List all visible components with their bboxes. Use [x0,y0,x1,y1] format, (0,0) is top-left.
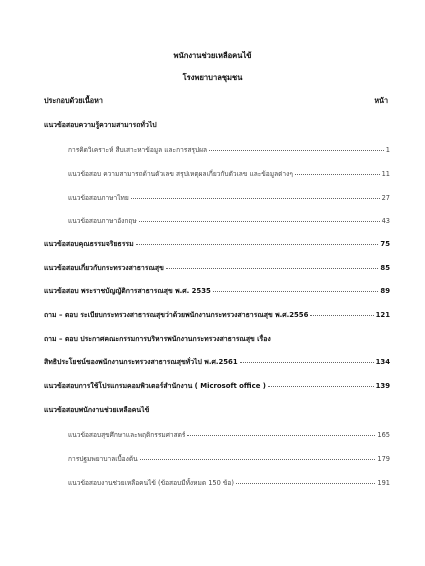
toc-section-announcement [44,334,390,345]
dot-leader [240,362,374,363]
toc-entry [68,215,390,226]
toc-entry-page: 11 [381,170,390,178]
dot-leader [131,198,380,199]
toc-section-general [44,120,388,131]
dot-leader [209,150,384,151]
toc-entry-text: สิทธิประโยชน์ของพนักงานกระทรวงสาธารณสุขทั่วไป พ.ศ.2561 [44,358,238,366]
toc-entry-text: แนวข้อสอบสุขศึกษาและพฤติกรรมศาสตร์ [68,431,186,439]
dot-leader [166,268,379,269]
toc-entry-text: แนวข้อสอบ ความสามารถด้านตัวเลข สรุปเหตุผลเกี่ยวกับตัวเลข และข้อมูลต่างๆ [68,170,293,178]
toc-entry-page: 27 [381,194,390,202]
dot-leader [136,244,379,245]
toc-entry [68,192,390,203]
toc-section-ministry [44,263,390,274]
dot-leader [268,386,374,387]
dot-leader [187,435,375,436]
contents-header [44,96,388,107]
dot-leader [140,459,376,460]
dot-leader [295,174,380,175]
toc-section-public-health-act [44,286,390,297]
document-subtitle: โรงพยาบาลชุมชน [182,73,243,82]
toc-entry-text: แนวข้อสอบคุณธรรมจริยธรรม [44,240,134,248]
toc-entry [68,144,390,155]
toc-entry-text: แนวข้อสอบการใช้โปรแกรมคอมพิวเตอร์สำนักงาน ( Microsoft office ) [44,382,266,390]
page-column-label: หน้า [374,96,388,105]
toc-entry-page: 43 [381,217,390,225]
toc-entry-text: แนวข้อสอบ พระราชบัญญัติการสาธารณสุข พ.ศ. 2535 [44,287,211,295]
toc-entry-page: 75 [380,240,390,248]
toc-entry-text: แนวข้อสอบภาษาไทย [68,194,129,202]
dot-leader [310,315,373,316]
toc-entry [68,453,390,464]
contents-label: ประกอบด้วยเนื้อหา [44,96,103,105]
toc-entry-text: ถาม – ตอบ ระเบียบกระทรวงสาธารณสุขว่าด้วยพนักงานกระทรวงสาธารณสุข พ.ศ.2556 [44,311,309,319]
toc-entry-text: แนวข้อสอบภาษาอังกฤษ [68,217,137,225]
toc-entry-text: แนวข้อสอบเกี่ยวกับกระทรวงสาธารณสุข [44,264,164,272]
document-title: พนักงานช่วยเหลือคนไข้ [173,51,252,60]
toc-entry-page: 134 [375,358,390,366]
toc-entry [68,429,390,440]
toc-section-ms-office [44,381,390,392]
toc-entry [68,477,390,488]
toc-section-patient-assistant [44,405,388,416]
toc-entry-text: แนวข้อสอบงานช่วยเหลือคนไข้ (ข้อสอบมีทั้งหมด 150 ข้อ) [68,479,234,487]
toc-entry [68,168,390,179]
toc-entry-page: 179 [377,455,390,463]
toc-entry-page: 191 [377,479,390,487]
toc-entry-page: 165 [377,431,390,439]
toc-section-ethics [44,239,390,250]
dot-leader [236,483,375,484]
toc-entry-text: แนวข้อสอบพนักงานช่วยเหลือคนไข้ [44,406,150,414]
toc-entry-text: การปฐมพยาบาลเบื้องต้น [68,455,138,463]
toc-entry-page: 121 [375,311,390,319]
dot-leader [213,291,379,292]
toc-entry-page: 85 [380,264,390,272]
toc-section-benefits-2561 [44,357,390,368]
toc-entry-page: 1 [385,146,390,154]
toc-entry-page: 89 [380,287,390,295]
toc-entry-page: 139 [375,382,390,390]
toc-entry-text: แนวข้อสอบความรู้ความสามารถทั่วไป [44,121,157,129]
toc-entry-text: การคิดวิเคราะห์ สืบเสาะหาข้อมูล และการสรุปผล [68,146,207,154]
dot-leader [139,221,380,222]
toc-entry-text: ถาม – ตอบ ประกาศคณะกรรมการบริหารพนักงานกระทรวงสาธารณสุข เรื่อง [44,335,271,343]
toc-section-regulation-2556 [44,310,390,321]
